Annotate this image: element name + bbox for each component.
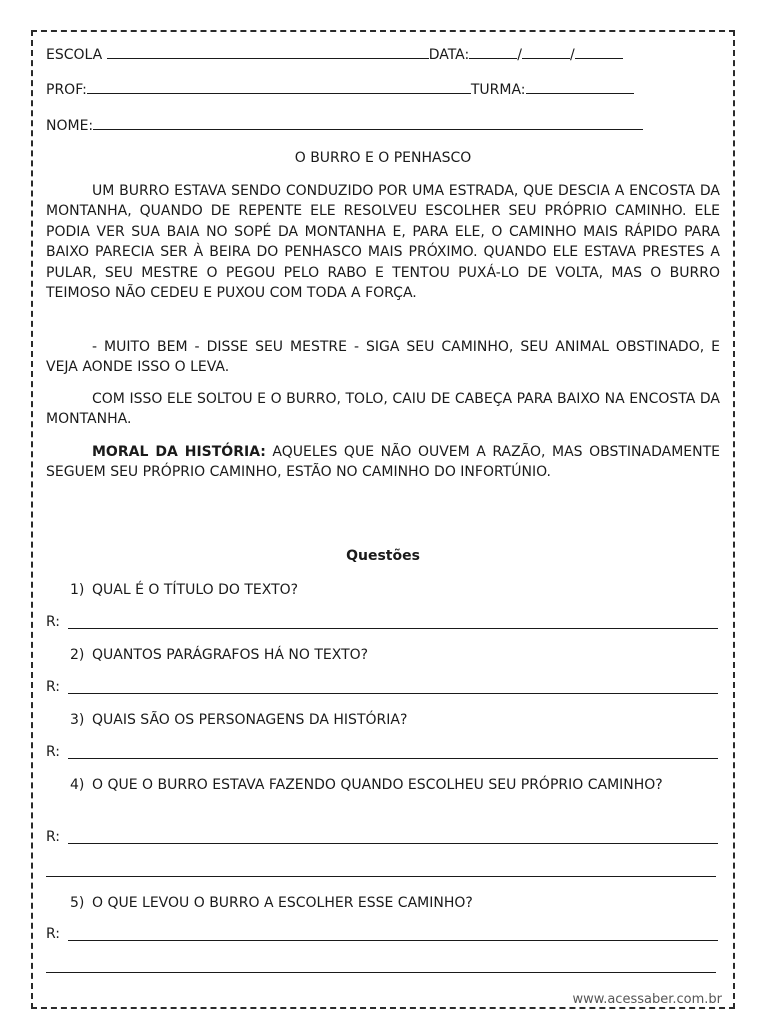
answer-line[interactable]	[46, 926, 718, 942]
question-text: O QUE O BURRO ESTAVA FAZENDO QUANDO ESCOLHEU SEU PRÓPRIO CAMINHO?	[92, 777, 663, 793]
answer-label: R:	[46, 744, 61, 760]
answer-label: R:	[46, 679, 61, 695]
answer-extra-line[interactable]	[46, 876, 716, 877]
page-border	[31, 30, 735, 1009]
question-item	[70, 580, 710, 600]
answer-line[interactable]	[46, 679, 718, 695]
question-number: 1)	[70, 582, 85, 598]
answer-rule	[68, 693, 718, 694]
teacher-field[interactable]	[87, 81, 471, 94]
date-year-field[interactable]	[575, 46, 623, 59]
answer-rule	[68, 940, 718, 941]
answer-line[interactable]	[46, 744, 718, 760]
name-row	[46, 117, 643, 134]
moral-label: MORAL DA HISTÓRIA:	[92, 444, 266, 460]
footer-url: www.acessaber.com.br	[572, 992, 722, 1007]
story-paragraph: COM ISSO ELE SOLTOU E O BURRO, TOLO, CAIU DE CABEÇA PARA BAIXO NA ENCOSTA DA MONTANHA.	[46, 391, 720, 428]
question-text: O QUE LEVOU O BURRO A ESCOLHER ESSE CAMINHO?	[92, 895, 473, 911]
answer-line[interactable]	[46, 829, 718, 845]
date-day-field[interactable]	[469, 46, 517, 59]
moral-paragraph	[46, 442, 720, 483]
moral-text: AQUELES QUE NÃO OUVEM A RAZÃO, MAS OBSTINADAMENTE SEGUEM SEU PRÓPRIO CAMINHO, ESTÃO NO CAMINHO DO INFORTÚNIO.	[46, 444, 720, 481]
question-number: 4)	[70, 777, 85, 793]
story-paragraph: UM BURRO ESTAVA SENDO CONDUZIDO POR UMA ESTRADA, QUE DESCIA A ENCOSTA DA MONTANHA, QUANDO DE REPENTE ELE RESOLVEU ESCOLHER SEU PRÓPRIO CAMINHO. ELE PODIA VER SUA BAIA NO SOPÉ DA MONTANHA E, PARA ELE, O CAMINHO MAIS RÁPIDO PARA BAIXO PARECIA SER À BEIRA DO PENHASCO MAIS PRÓXIMO. QUANDO ELE ESTAVA PRESTES A PULAR, SEU MESTRE O PEGOU PELO RABO E TENTOU PUXÁ-LO DE VOLTA, MAS O BURRO TEIMOSO NÃO CEDEU E PUXOU COM TODA A FORÇA.	[46, 183, 720, 302]
question-number: 2)	[70, 647, 85, 663]
teacher-label: PROF:	[46, 82, 87, 98]
question-text: QUAL É O TÍTULO DO TEXTO?	[92, 582, 299, 598]
name-field[interactable]	[93, 117, 643, 130]
answer-rule	[68, 843, 718, 844]
question-text: QUANTOS PARÁGRAFOS HÁ NO TEXTO?	[92, 647, 369, 663]
question-item	[70, 645, 710, 665]
teacher-row	[46, 81, 634, 98]
answer-label: R:	[46, 829, 61, 845]
story-paragraph: - MUITO BEM - DISSE SEU MESTRE - SIGA SEU CAMINHO, SEU ANIMAL OBSTINADO, E VEJA AONDE ISSO O LEVA.	[46, 339, 720, 376]
questions-title: Questões	[346, 548, 420, 564]
answer-label: R:	[46, 926, 61, 942]
story-title: O BURRO E O PENHASCO	[294, 150, 472, 166]
question-number: 5)	[70, 895, 85, 911]
school-field[interactable]	[107, 46, 429, 59]
class-field[interactable]	[526, 81, 634, 94]
date-label: DATA:	[428, 47, 470, 63]
class-label: TURMA:	[470, 82, 526, 98]
question-item	[70, 710, 710, 730]
answer-line[interactable]	[46, 614, 718, 630]
question-text: QUAIS SÃO OS PERSONAGENS DA HISTÓRIA?	[92, 712, 408, 728]
question-item	[70, 775, 710, 795]
answer-label: R:	[46, 614, 61, 630]
date-separator: /	[517, 47, 522, 63]
school-label: ESCOLA	[46, 47, 103, 63]
question-number: 3)	[70, 712, 85, 728]
answer-rule	[68, 628, 718, 629]
question-item	[70, 893, 710, 913]
answer-extra-line[interactable]	[46, 972, 716, 973]
date-month-field[interactable]	[522, 46, 570, 59]
date-separator: /	[569, 47, 575, 63]
name-label: NOME:	[46, 118, 94, 134]
school-row	[46, 46, 623, 63]
answer-rule	[68, 758, 718, 759]
